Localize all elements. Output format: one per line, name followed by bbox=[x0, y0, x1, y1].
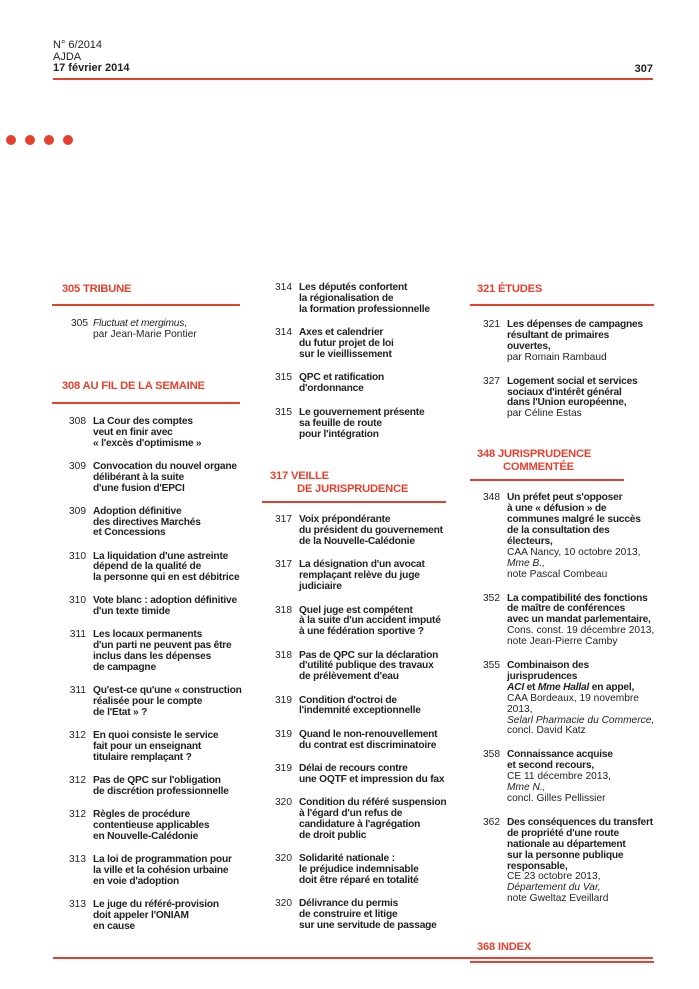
toc-page: 310 bbox=[69, 550, 86, 562]
toc-author: par Romain Rambaud bbox=[507, 351, 607, 363]
toc-entry[interactable] bbox=[470, 493, 655, 580]
toc-entry[interactable] bbox=[62, 686, 242, 719]
toc-title: La compatibilité des fonctions de maître de conférences avec un mandat parlementaire, bbox=[507, 592, 651, 626]
section-heading-line: COMMENTÉE bbox=[503, 461, 574, 474]
toc-title: Combinaison des jurisprudences bbox=[507, 660, 589, 682]
issue-number: N° 6/2014 bbox=[53, 39, 103, 51]
toc-page: 317 bbox=[275, 559, 292, 571]
toc-title: Règles de procédure contentieuse applicables en Nouvelle-Calédonie bbox=[93, 809, 210, 842]
toc-source: CE 11 décembre 2013, bbox=[507, 771, 612, 783]
toc-author: concl. David Katz bbox=[507, 725, 586, 737]
toc-title: La Cour des comptes veut en finir avec « l'excès d'optimisme » bbox=[93, 415, 202, 449]
toc-page: 311 bbox=[69, 629, 86, 641]
toc-page: 309 bbox=[69, 460, 86, 472]
page-number: 307 bbox=[634, 63, 653, 75]
toc-title: Axes et calendrier du futur projet de loi sur le vieillissement bbox=[299, 327, 394, 361]
issue-date: 17 février 2014 bbox=[53, 62, 130, 74]
toc-page: 321 bbox=[483, 319, 500, 330]
toc-page: 318 bbox=[275, 649, 292, 661]
toc-entry[interactable] bbox=[262, 328, 452, 361]
toc-party: Département du Var, bbox=[507, 882, 601, 894]
toc-page: 319 bbox=[275, 728, 292, 740]
toc-entry[interactable] bbox=[262, 283, 452, 316]
toc-page: 319 bbox=[275, 762, 292, 774]
section-rule bbox=[262, 501, 446, 503]
toc-title: Des conséquences du transfert de propriété d'une route nationale au département sur la personne publique responsable, bbox=[507, 816, 653, 872]
toc-title: La loi de programmation pour la ville et la cohésion urbaine en voie d'adoption bbox=[93, 853, 232, 887]
section-heading-line: 348 JURISPRUDENCE bbox=[477, 448, 592, 461]
toc-title: Condition d'octroi de l'indemnité exceptionnelle bbox=[299, 694, 421, 717]
toc-title-part: en appel, bbox=[589, 681, 635, 693]
footer-rule bbox=[53, 957, 653, 959]
toc-page: 358 bbox=[483, 749, 500, 761]
toc-list bbox=[262, 515, 452, 931]
toc-entry[interactable] bbox=[262, 730, 452, 752]
toc-title: Fluctuat et mergimus bbox=[93, 318, 185, 329]
toc-title-part: et bbox=[523, 681, 538, 693]
issue-header bbox=[53, 40, 129, 75]
section-heading-tribune: 305 TRIBUNE bbox=[62, 283, 132, 295]
toc-page: 320 bbox=[275, 796, 292, 808]
toc-page: 312 bbox=[69, 730, 86, 742]
toc-title: Logement social et services sociaux d'intérêt général dans l'Union européenne, bbox=[507, 375, 638, 409]
toc-title: Les dépenses de campagnes résultant de primaires ouvertes, bbox=[507, 319, 643, 352]
toc-page: 308 bbox=[69, 415, 86, 427]
toc-entry[interactable] bbox=[262, 764, 452, 786]
toc-entry[interactable] bbox=[62, 552, 242, 585]
section-rule bbox=[470, 479, 624, 481]
toc-author: concl. Gilles Pellissier bbox=[507, 793, 606, 804]
toc-entry[interactable] bbox=[62, 776, 242, 798]
toc-title: Les locaux permanents d'un parti ne peuvent pas être inclus dans les dépenses de campagne bbox=[93, 629, 232, 674]
toc-page: 312 bbox=[69, 775, 86, 787]
toc-title: Convocation du nouvel organe délibérant à la suite d'une fusion d'EPCI bbox=[93, 460, 237, 494]
toc-entry[interactable] bbox=[262, 373, 452, 395]
section-heading-line: 317 VEILLE bbox=[270, 470, 329, 483]
toc-list bbox=[262, 283, 452, 440]
journal-name: AJDA bbox=[53, 50, 82, 63]
toc-author: par Jean-Marie Pontier bbox=[93, 328, 197, 340]
toc-entry[interactable] bbox=[62, 319, 242, 341]
toc-entry[interactable] bbox=[470, 377, 655, 421]
toc-entry[interactable] bbox=[262, 560, 452, 593]
section-heading-au-fil: 308 AU FIL DE LA SEMAINE bbox=[62, 379, 205, 392]
toc-title-part: Mme Hallal bbox=[537, 681, 590, 693]
toc-column-1 bbox=[62, 283, 242, 933]
toc-title: Le juge du référé-provision doit appeler l'ONIAM en cause bbox=[93, 898, 219, 932]
toc-page: 313 bbox=[69, 853, 86, 865]
toc-title: Délai de recours contre une OQTF et impression du fax bbox=[299, 762, 445, 785]
toc-title: Quel juge est compétent à la suite d'un accident imputé à une fédération sportive ? bbox=[299, 604, 441, 638]
toc-page: 362 bbox=[483, 816, 500, 828]
toc-entry[interactable] bbox=[62, 507, 242, 540]
toc-title: Vote blanc : adoption définitive d'un texte timide bbox=[93, 595, 237, 618]
toc-author: note Gweltaz Eveillard bbox=[507, 893, 609, 905]
toc-title: La liquidation d'une astreinte dépend de la qualité de la personne qui en est débitrice bbox=[93, 550, 240, 584]
toc-entry[interactable] bbox=[62, 630, 242, 674]
toc-title: Pas de QPC sur l'obligation de discrétion professionnelle bbox=[93, 775, 229, 797]
toc-source: CE 23 octobre 2013, bbox=[507, 871, 601, 883]
toc-entry[interactable] bbox=[262, 651, 452, 684]
toc-page: 317 bbox=[275, 514, 292, 526]
section-rule bbox=[470, 304, 654, 306]
toc-page: 312 bbox=[69, 809, 86, 821]
toc-author: note Pascal Combeau bbox=[507, 568, 608, 580]
toc-entry[interactable] bbox=[62, 855, 242, 888]
toc-entry[interactable] bbox=[62, 417, 242, 450]
toc-entry[interactable] bbox=[62, 810, 242, 843]
toc-entry[interactable] bbox=[470, 750, 655, 805]
toc-party: Selarl Pharmacie du Commerce, bbox=[507, 714, 655, 726]
toc-column-2 bbox=[262, 283, 452, 932]
section-heading-etudes: 321 ÉTUDES bbox=[477, 283, 543, 295]
toc-page: 315 bbox=[275, 372, 292, 384]
toc-entry[interactable] bbox=[470, 320, 655, 364]
section-rule bbox=[52, 304, 240, 306]
toc-title: Quand le non-renouvellement du contrat est discriminatoire bbox=[299, 728, 438, 751]
toc-source: Cons. const. 19 décembre 2013, bbox=[507, 625, 655, 637]
toc-entry[interactable] bbox=[262, 899, 452, 932]
toc-page: 314 bbox=[275, 282, 292, 293]
toc-title-comma: , bbox=[184, 318, 187, 329]
toc-source: CAA Nancy, 10 octobre 2013, bbox=[507, 546, 641, 558]
toc-entry[interactable] bbox=[62, 596, 242, 618]
toc-list bbox=[62, 417, 242, 933]
toc-entry[interactable] bbox=[262, 606, 452, 639]
toc-title: Connaissance acquise et second recours, bbox=[507, 749, 613, 772]
toc-column-3 bbox=[470, 283, 655, 963]
toc-entry[interactable] bbox=[262, 854, 452, 887]
toc-title: La désignation d'un avocat remplaçant relève du juge judiciaire bbox=[299, 559, 425, 593]
toc-author: par Céline Estas bbox=[507, 408, 582, 420]
toc-title: Pas de QPC sur la déclaration d'utilité publique des travaux de prélèvement d'eau bbox=[299, 649, 439, 683]
section-rule bbox=[470, 961, 654, 963]
toc-page: 320 bbox=[275, 897, 292, 909]
toc-page: 309 bbox=[69, 505, 86, 517]
toc-title: Les députés confortent la régionalisation de la formation professionnelle bbox=[299, 282, 430, 315]
toc-entry[interactable] bbox=[62, 462, 242, 495]
toc-title: Qu'est-ce qu'une « construction réalisée pour le compte de l'Etat » ? bbox=[93, 685, 242, 719]
toc-page: 355 bbox=[483, 660, 500, 672]
toc-entry[interactable] bbox=[470, 818, 655, 905]
toc-page: 314 bbox=[275, 327, 292, 339]
toc-entry[interactable] bbox=[262, 408, 452, 441]
section-heading-veille bbox=[270, 470, 452, 496]
section-heading-index: 368 INDEX bbox=[477, 941, 532, 954]
toc-title: Adoption définitive des directives Marchés et Concessions bbox=[93, 505, 201, 539]
toc-title: Solidarité nationale : le préjudice indemnisable doit être réparé en totalité bbox=[299, 852, 419, 886]
toc-source: CAA Bordeaux, 19 novembre 2013, bbox=[507, 692, 639, 715]
toc-title-part: ACI bbox=[507, 681, 524, 693]
toc-page: 311 bbox=[69, 685, 86, 697]
toc-page: 348 bbox=[483, 492, 500, 504]
toc-author: note Jean-Pierre Camby bbox=[507, 636, 618, 648]
toc-page: 310 bbox=[69, 595, 86, 607]
section-rule bbox=[52, 402, 240, 404]
toc-title: Voix prépondérante du président du gouvernement de la Nouvelle-Calédonie bbox=[299, 514, 443, 548]
toc-page: 320 bbox=[275, 852, 292, 864]
section-heading-jurisprudence bbox=[477, 448, 655, 474]
decorative-dots bbox=[6, 135, 73, 145]
toc-title: QPC et ratification d'ordonnance bbox=[299, 372, 385, 395]
header-rule bbox=[53, 78, 653, 80]
toc-title: En quoi consiste le service fait pour un enseignant titulaire remplaçant ? bbox=[93, 730, 219, 763]
toc-entry[interactable] bbox=[262, 696, 452, 718]
toc-title: Délivrance du permis de construire et litige sur une servitude de passage bbox=[299, 897, 437, 931]
toc-page: 352 bbox=[483, 592, 500, 604]
toc-title: Un préfet peut s'opposer à une « défusion » de communes malgré le succès de la consultation des électeurs, bbox=[507, 492, 641, 547]
toc-page: 313 bbox=[69, 898, 86, 910]
toc-title: Le gouvernement présente sa feuille de route pour l'intégration bbox=[299, 406, 425, 440]
section-heading-line: DE JURISPRUDENCE bbox=[297, 483, 409, 496]
toc-page: 305 bbox=[71, 318, 88, 329]
toc-page: 318 bbox=[275, 604, 292, 616]
toc-entry[interactable] bbox=[62, 731, 242, 764]
toc-party: Mme B., bbox=[507, 557, 545, 569]
toc-page: 315 bbox=[275, 406, 292, 418]
toc-entry[interactable] bbox=[470, 594, 655, 649]
toc-entry[interactable] bbox=[262, 798, 452, 842]
toc-entry[interactable] bbox=[262, 515, 452, 548]
toc-page: 327 bbox=[483, 375, 500, 387]
toc-page: 319 bbox=[275, 694, 292, 706]
toc-title: Condition du référé suspension à l'égard d'un refus de candidature à l'agrégation de droit public bbox=[299, 796, 447, 841]
toc-party: Mme N., bbox=[507, 782, 546, 794]
toc-entry[interactable] bbox=[470, 661, 655, 737]
toc-entry[interactable] bbox=[62, 900, 242, 933]
